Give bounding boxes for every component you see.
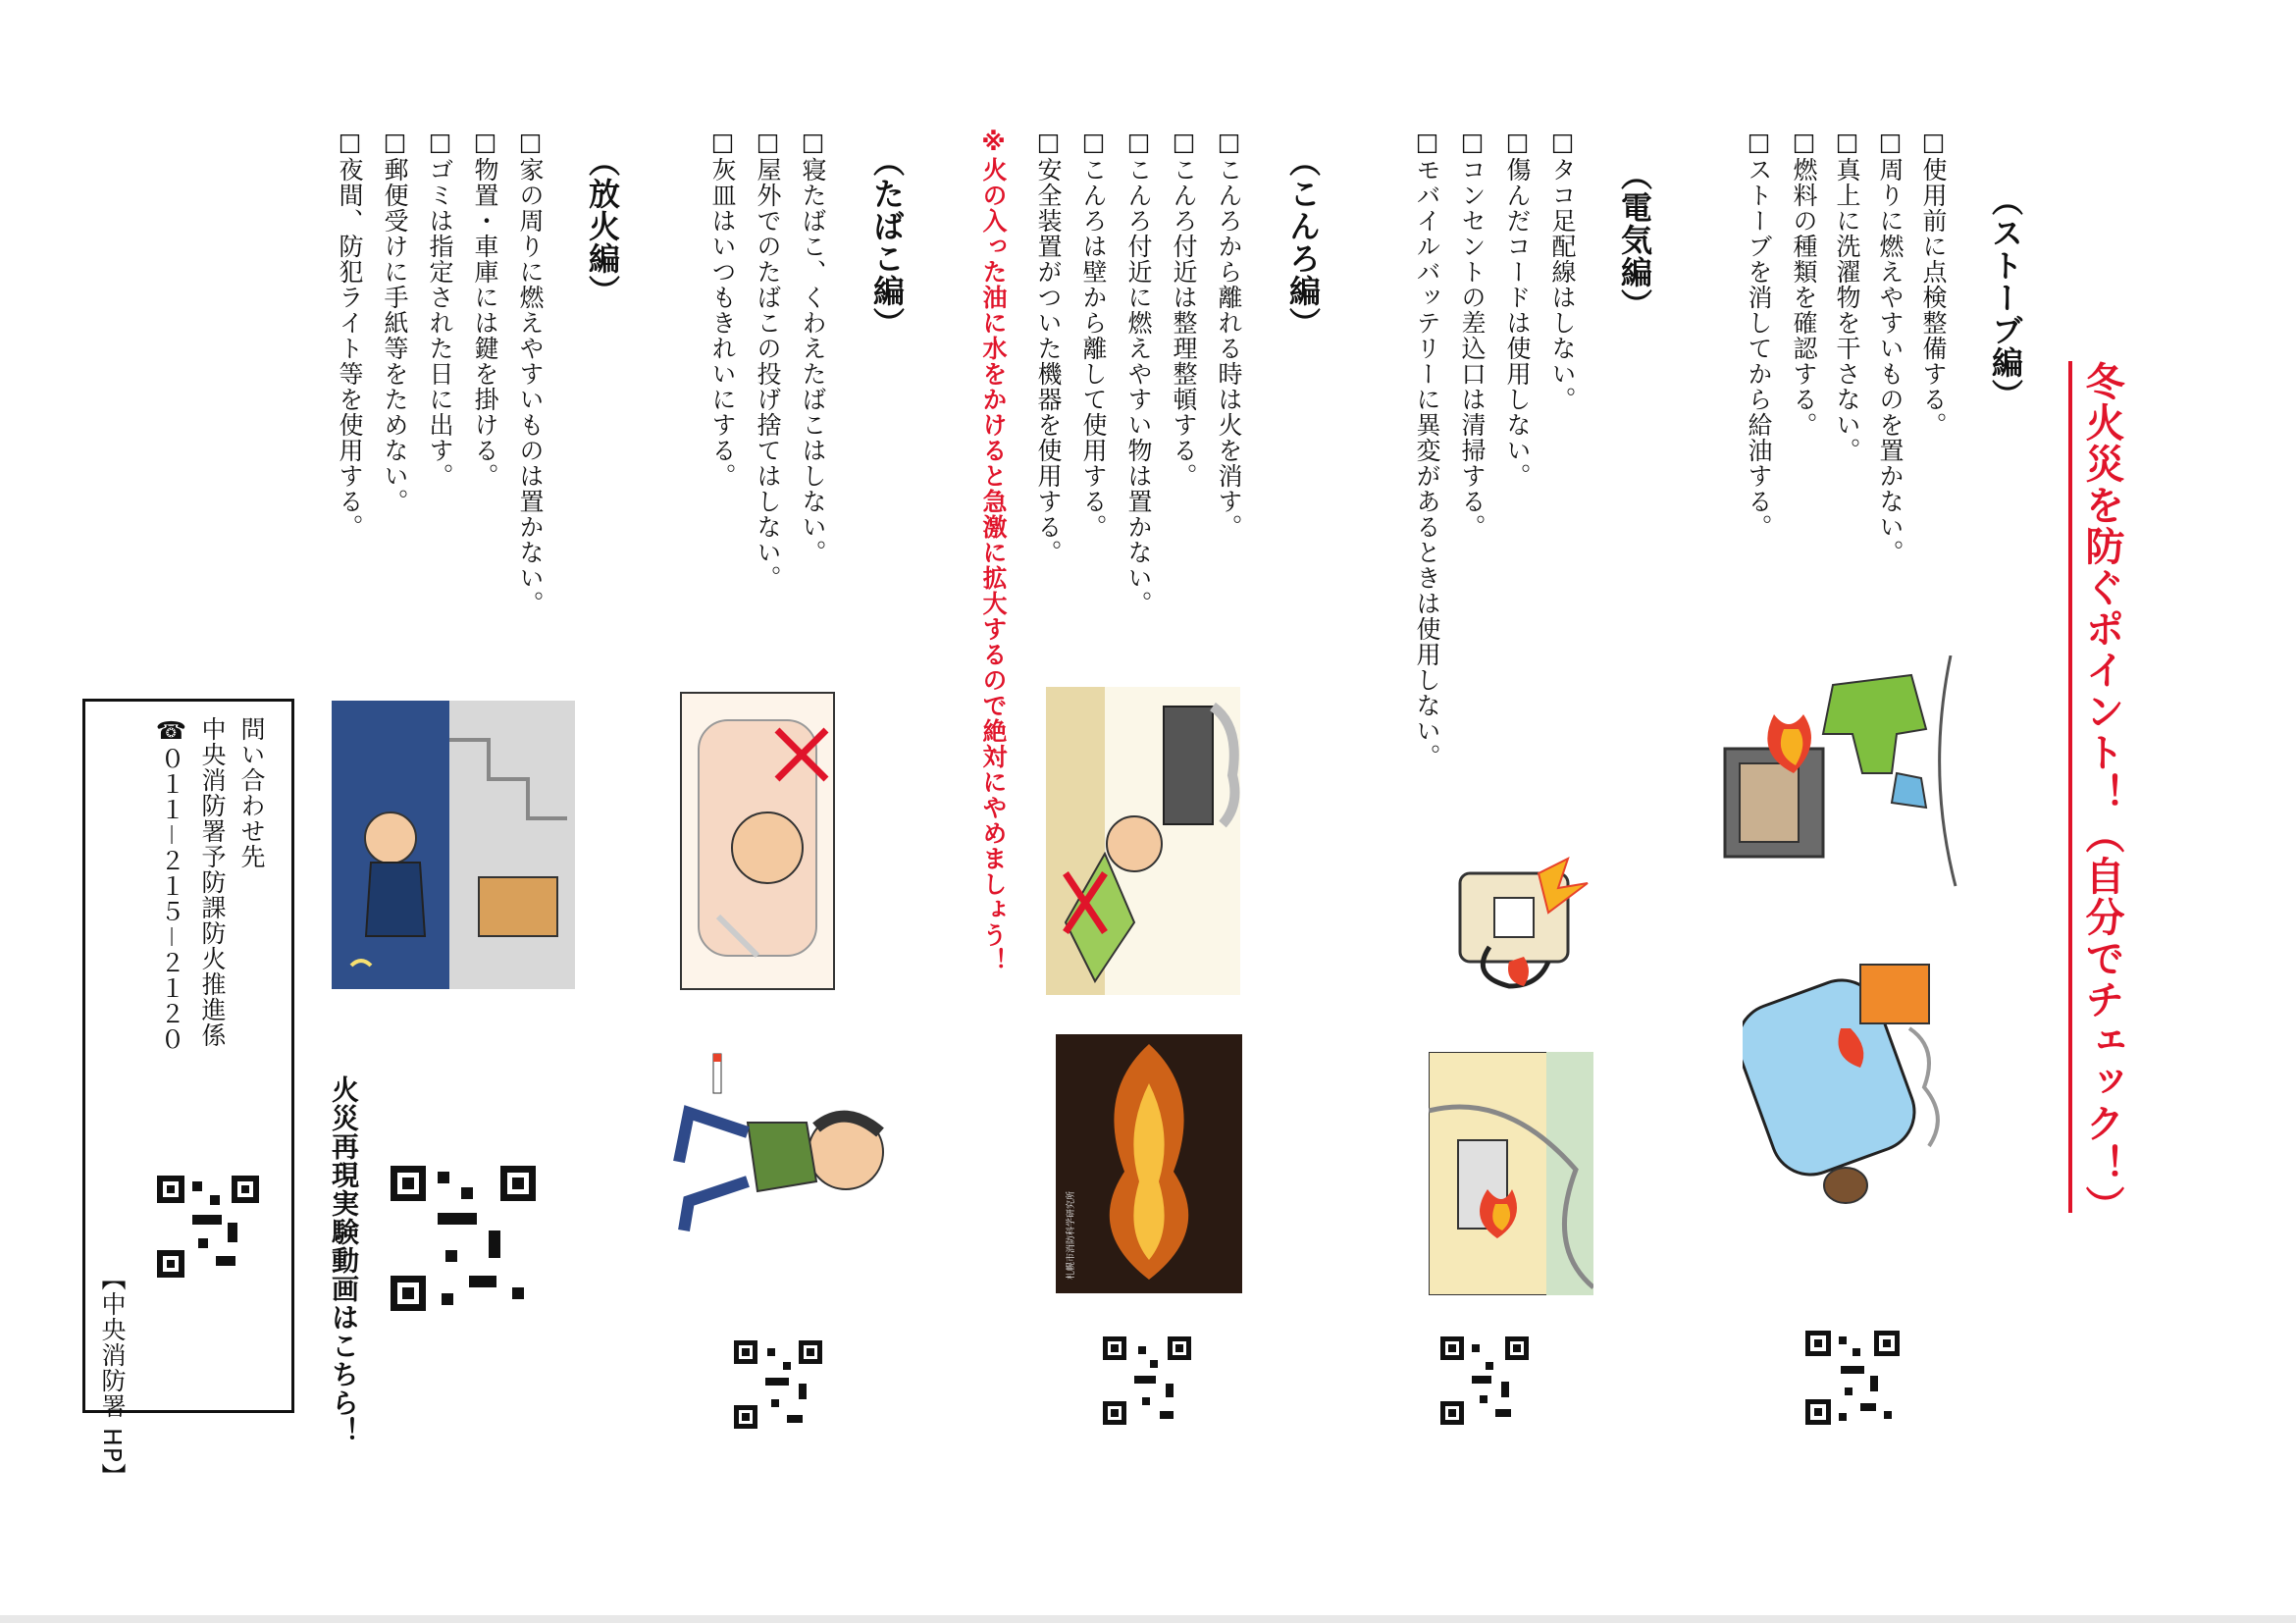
tobacco-item: □寝たばこ、くわえたばこはしない。: [799, 128, 827, 565]
sleeping-smoker-illustration: [679, 691, 836, 991]
stove-heading: （ストーブ編）: [1987, 184, 2024, 411]
arson-item: □物置・車庫には鍵を掛ける。: [471, 128, 499, 489]
contact-phone: ☎０１１－２１５－２１２０: [157, 716, 185, 1053]
stovetop-heading: （こんろ編）: [1284, 145, 1322, 340]
oil-fire-photo: [1056, 1034, 1242, 1293]
contact-label: 問い合わせ先: [237, 716, 266, 869]
stove-item: □ストーブを消してから給油する。: [1745, 128, 1773, 540]
stove-item: □燃料の種類を確認する。: [1790, 128, 1818, 438]
electric-item: □タコ足配線はしない。: [1548, 128, 1577, 412]
stove-fire-illustration: [1715, 655, 1960, 891]
page-title: 冬火災を防ぐポイント！（自分でチェック！）: [2079, 361, 2124, 1227]
walking-smoker-illustration: [669, 1034, 897, 1244]
arson-item: □ゴミは指定された日に出す。: [426, 128, 454, 489]
electric-heading: （電気編）: [1616, 159, 1653, 321]
qr-code-icon[interactable]: [1436, 1333, 1533, 1429]
tobacco-item: □屋外でのたばこの投げ捨てはしない。: [754, 128, 782, 591]
stovetop-item: □こんろは壁から離して使用する。: [1079, 128, 1108, 540]
video-label: 火災再現実験動画はこちら！: [328, 1075, 360, 1445]
arson-item: □郵便受けに手紙等をためない。: [381, 128, 409, 514]
oil-fire-warning: ※火の入った油に水をかけると急激に拡大するので絶対にやめましょう！: [979, 128, 1008, 973]
arson-item: □家の周りに燃えやすいものは置かない。: [516, 128, 545, 616]
heater-bed-illustration: [1743, 950, 1955, 1217]
stove-item: □使用前に点検整備する。: [1919, 128, 1948, 438]
qr-code-icon[interactable]: [730, 1336, 826, 1433]
kitchen-phone-illustration: [1046, 687, 1240, 995]
cord-fire-illustration: [1429, 1052, 1593, 1295]
photo-caption: 札幌市消防科学研究所: [1067, 1190, 1076, 1280]
contact-department: 中央消防署予防課防火推進係: [198, 716, 227, 1048]
outlet-fire-illustration: [1450, 854, 1613, 991]
qr-code-icon[interactable]: [1099, 1333, 1195, 1429]
stovetop-item: □こんろ付近は整理整頓する。: [1170, 128, 1198, 489]
arsonist-night-illustration: [332, 701, 575, 989]
stove-item: □周りに燃えやすいものを置かない。: [1876, 128, 1905, 565]
qr-code-icon[interactable]: [387, 1162, 540, 1315]
electric-item: □コンセントの差込口は清掃する。: [1458, 128, 1487, 540]
qr-code-icon[interactable]: [1801, 1327, 1904, 1429]
hp-label: 【中央消防署 HP】: [98, 1266, 127, 1489]
electric-item: □傷んだコードは使用しない。: [1503, 128, 1532, 489]
stovetop-item: □安全装置がついた機器を使用する。: [1034, 128, 1063, 565]
stove-item: □真上に洗濯物を干さない。: [1833, 128, 1861, 463]
title-underline: [2068, 361, 2072, 1213]
arson-item: □夜間、防犯ライト等を使用する。: [336, 128, 364, 540]
qr-code-icon[interactable]: [153, 1172, 263, 1282]
arson-heading: （放火編）: [584, 145, 621, 307]
electric-item: □モバイルバッテリーに異変があるときは使用しない。: [1413, 128, 1441, 769]
stovetop-item: □こんろから離れる時は火を消す。: [1215, 128, 1243, 540]
tobacco-heading: （たばこ編）: [868, 145, 906, 340]
tobacco-item: □灰皿はいつもきれいにする。: [708, 128, 737, 489]
stovetop-item: □こんろ付近に燃えやすい物は置かない。: [1124, 128, 1153, 616]
